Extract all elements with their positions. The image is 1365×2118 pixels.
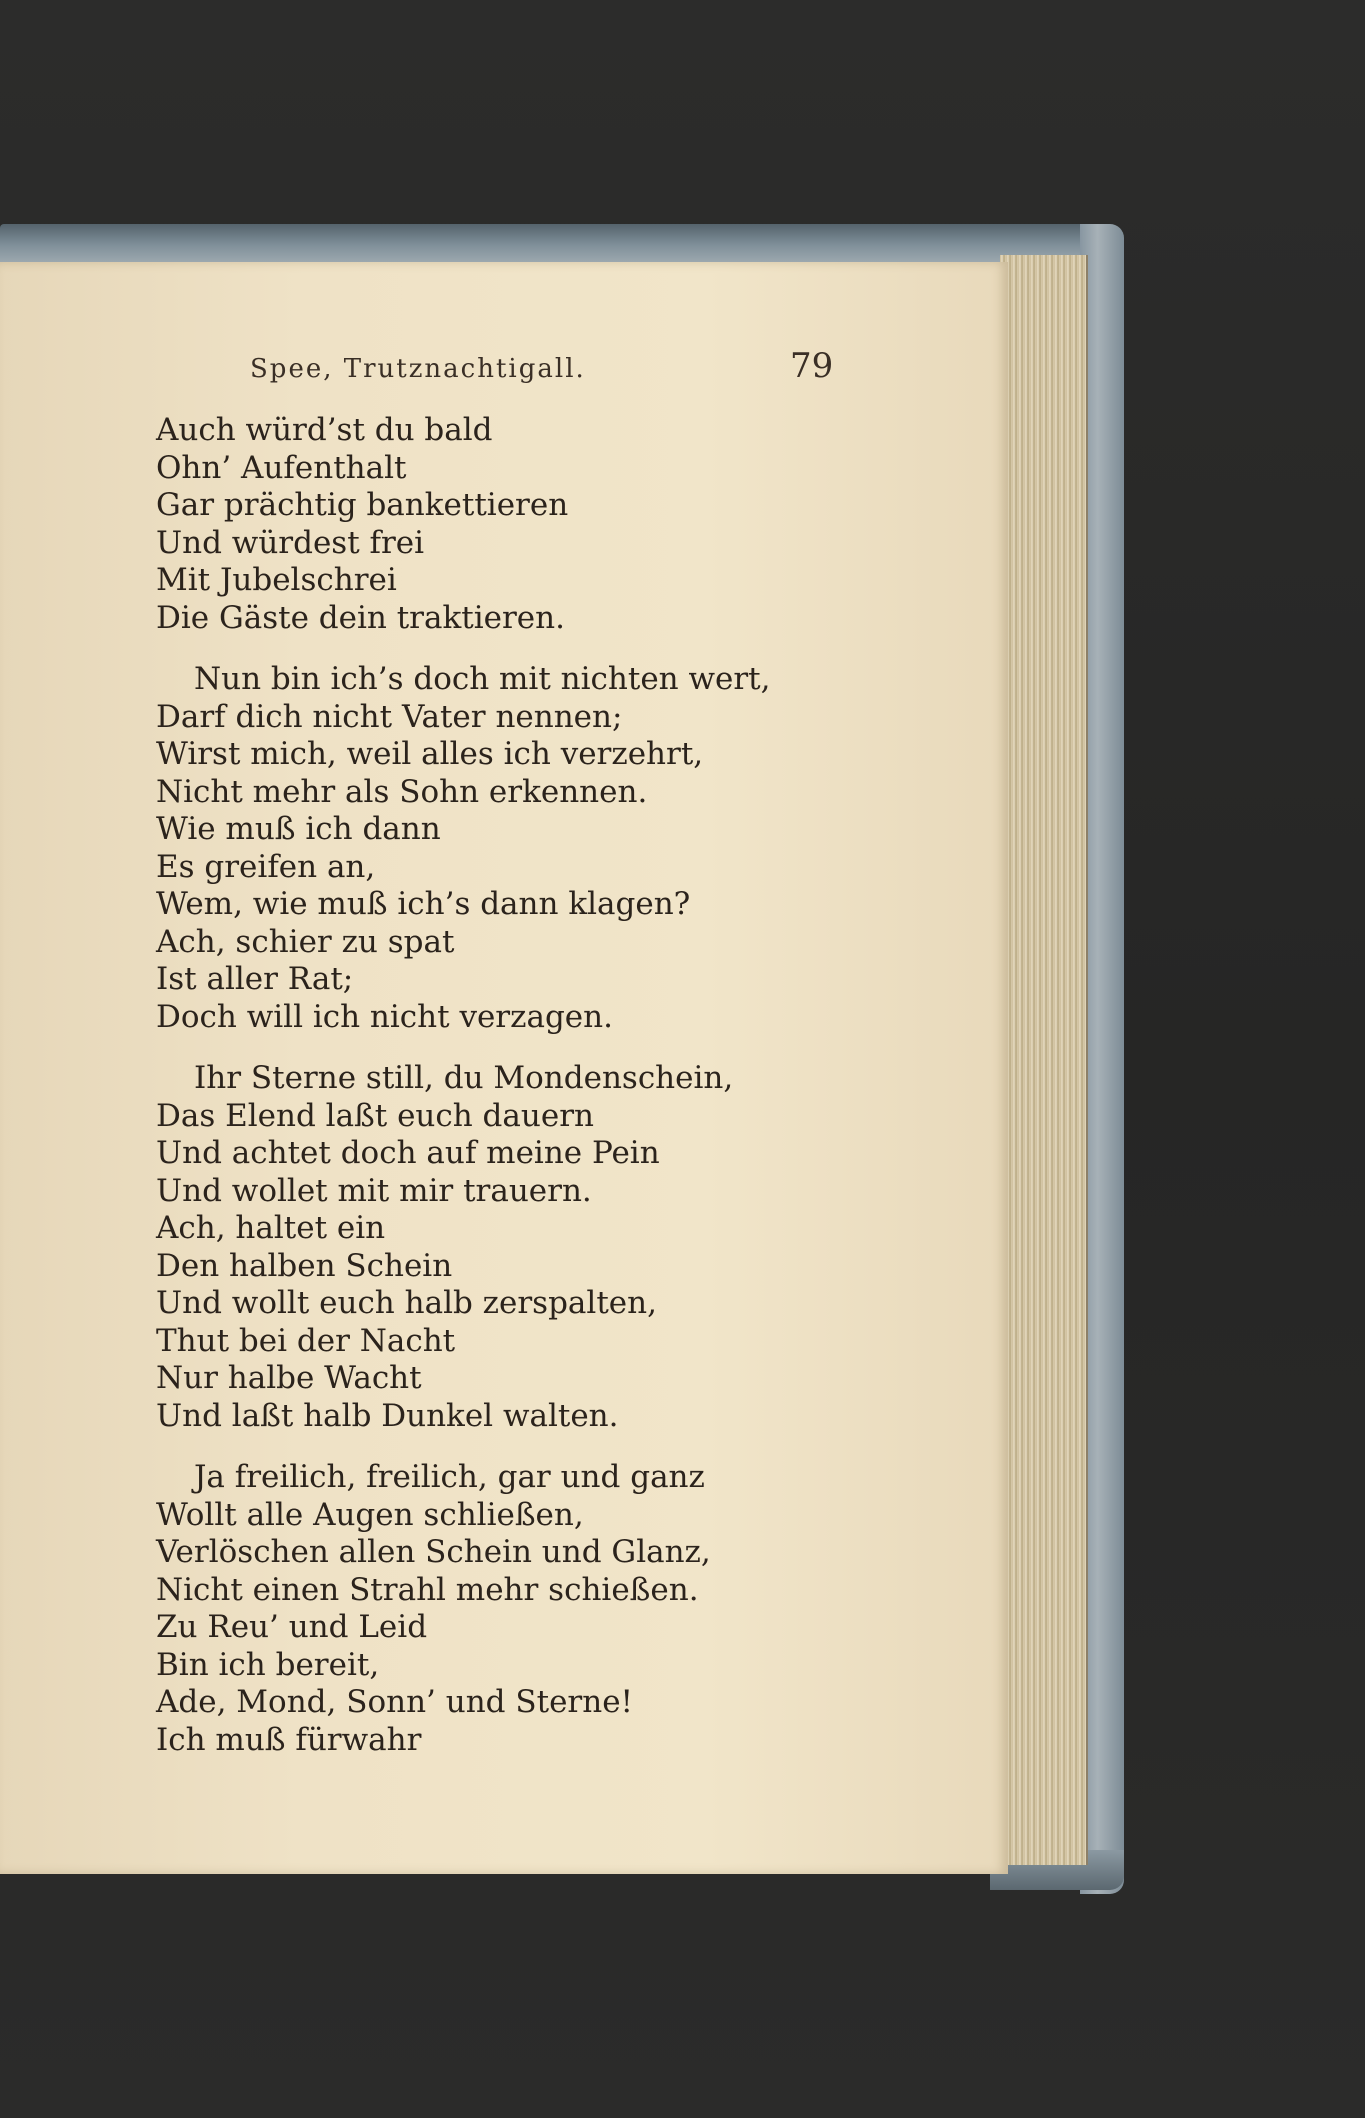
poem-line: Wie muß ich dann bbox=[156, 811, 441, 847]
poem-line: Ade, Mond, Sonn’ und Sterne! bbox=[156, 1684, 634, 1720]
stanza-3 bbox=[156, 1060, 896, 1435]
poem-line: Und wollet mit mir trauern. bbox=[156, 1172, 592, 1209]
poem-line: Die Gäste dein traktieren. bbox=[156, 599, 565, 636]
poem-line: Ist aller Rat; bbox=[156, 961, 354, 997]
running-head: Spee, Trutznachtigall. bbox=[250, 354, 586, 384]
stanza-2 bbox=[156, 661, 896, 1036]
poem-line: Das Elend laßt euch dauern bbox=[156, 1097, 594, 1134]
poem-line: Ach, haltet ein bbox=[156, 1210, 386, 1246]
poem-line: Auch würd’st du bald bbox=[156, 412, 493, 448]
stacked-page-edges bbox=[1000, 255, 1088, 1865]
poem-line: Doch will ich nicht verzagen. bbox=[156, 998, 613, 1035]
poem-line: Nicht einen Strahl mehr schießen. bbox=[156, 1571, 699, 1608]
poem-line: Und laßt halb Dunkel walten. bbox=[156, 1397, 619, 1434]
poem-line: Mit Jubelschrei bbox=[156, 562, 397, 598]
poem-line: Bin ich bereit, bbox=[156, 1646, 380, 1683]
poem-line: Und wollt euch halb zerspalten, bbox=[156, 1285, 657, 1321]
poem-line: Ja freilich, freilich, gar und ganz bbox=[194, 1459, 705, 1495]
poem-line: Nun bin ich’s doch mit nichten wert, bbox=[194, 661, 771, 697]
poem-line: Nur halbe Wacht bbox=[156, 1360, 422, 1396]
stanza-4 bbox=[156, 1459, 896, 1759]
poem-line: Zu Reu’ und Leid bbox=[156, 1609, 428, 1645]
page-number: 79 bbox=[790, 346, 834, 386]
poem-line: Nicht mehr als Sohn erkennen. bbox=[156, 773, 648, 810]
poem-line: Ach, schier zu spat bbox=[156, 923, 455, 960]
poem-line: Ihr Sterne still, du Mondenschein, bbox=[194, 1060, 734, 1096]
poem-line: Ohn’ Aufenthalt bbox=[156, 449, 407, 486]
poem-line: Verlöschen allen Schein und Glanz, bbox=[156, 1534, 711, 1570]
poem-line: Darf dich nicht Vater nennen; bbox=[156, 698, 623, 735]
poem-line: Wollt alle Augen schließen, bbox=[156, 1496, 584, 1533]
poem-line: Ich muß fürwahr bbox=[156, 1721, 422, 1758]
poem-line: Und würdest frei bbox=[156, 524, 425, 561]
poem-line: Wem, wie muß ich’s dann klagen? bbox=[156, 886, 691, 922]
poem-line: Und achtet doch auf meine Pein bbox=[156, 1135, 660, 1171]
poem-text bbox=[156, 412, 896, 1759]
poem-line: Wirst mich, weil alles ich verzehrt, bbox=[156, 736, 704, 772]
poem-line: Gar prächtig bankettieren bbox=[156, 487, 569, 523]
poem-line: Den halben Schein bbox=[156, 1247, 453, 1284]
poem-line: Thut bei der Nacht bbox=[156, 1322, 456, 1359]
stanza-1 bbox=[156, 412, 896, 637]
poem-line: Es greifen an, bbox=[156, 848, 376, 885]
